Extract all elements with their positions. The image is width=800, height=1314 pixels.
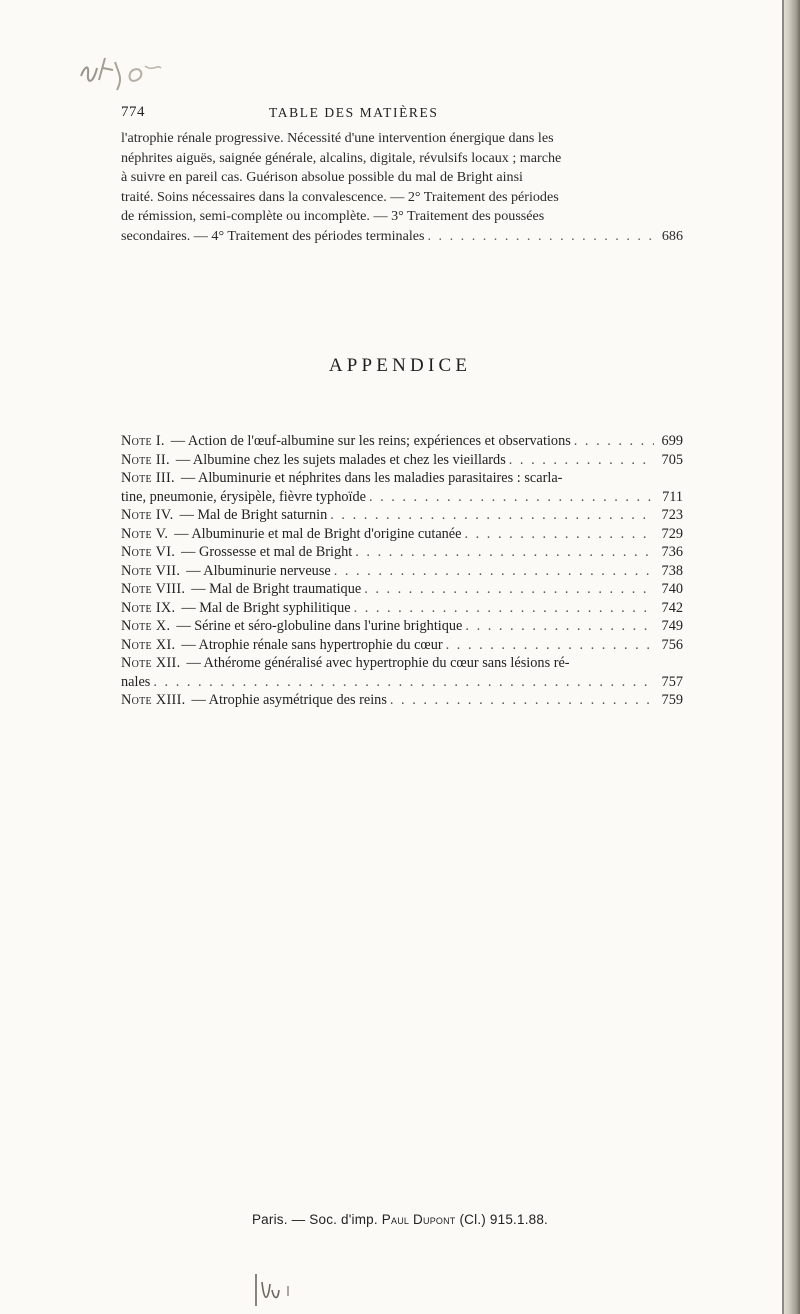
page-reference: 757 bbox=[661, 673, 683, 690]
leader-dots bbox=[364, 580, 654, 599]
note-title: — Atrophie asymétrique des reins bbox=[191, 692, 387, 708]
page-reference: 699 bbox=[661, 433, 683, 449]
imprint-suffix: (Cl.) 915.1.88. bbox=[459, 1212, 549, 1227]
leader-dots bbox=[355, 543, 654, 562]
toc-entry bbox=[121, 691, 683, 710]
note-label: Note II. bbox=[121, 451, 170, 468]
leader-dots bbox=[509, 451, 654, 470]
leader-dots bbox=[465, 525, 655, 544]
intro-line: à suivre en pareil cas. Guérison absolue possible du mal de Bright ainsi bbox=[121, 169, 523, 186]
page-reference: 742 bbox=[661, 599, 683, 616]
toc-entry bbox=[121, 562, 683, 581]
intro-line: traité. Soins nécessaires dans la convalescence. — 2° Traitement des périodes bbox=[121, 188, 559, 205]
toc-entry bbox=[121, 636, 683, 655]
leader-dots bbox=[354, 599, 654, 618]
leader-dots bbox=[465, 617, 654, 636]
page-number: 774 bbox=[121, 104, 145, 120]
page-reference: 759 bbox=[661, 692, 683, 708]
intro-last-line bbox=[121, 227, 683, 247]
running-header bbox=[0, 104, 780, 128]
note-title: — Albuminurie nerveuse bbox=[186, 562, 331, 579]
leader-dots bbox=[153, 673, 654, 692]
toc-entry bbox=[121, 506, 683, 525]
page-reference: 749 bbox=[661, 618, 683, 634]
note-label: Note III. bbox=[121, 470, 175, 486]
toc-entry-continuation bbox=[121, 673, 683, 692]
toc-entry bbox=[121, 469, 683, 488]
note-label: Note XII. bbox=[121, 655, 181, 671]
note-title: — Sérine et séro-globuline dans l'urine brightique bbox=[176, 618, 463, 634]
leader-dots bbox=[428, 227, 655, 247]
page-reference: 705 bbox=[661, 451, 683, 468]
page-reference: 723 bbox=[661, 507, 683, 523]
intro-paragraph bbox=[121, 129, 683, 247]
note-title: — Mal de Bright syphilitique bbox=[181, 599, 351, 616]
toc-entry bbox=[121, 580, 683, 599]
note-label: Note IV. bbox=[121, 507, 174, 523]
note-title: — Albuminurie et mal de Bright d'origine cutanée bbox=[174, 525, 462, 542]
appendix-heading: APPENDICE bbox=[328, 355, 472, 376]
note-title: — Action de l'œuf-albumine sur les reins; expériences et observations bbox=[170, 433, 571, 449]
pencil-mark-bottom bbox=[252, 1272, 302, 1308]
toc-entry bbox=[121, 451, 683, 470]
note-label: Note XIII. bbox=[121, 692, 186, 708]
note-title: — Albumine chez les sujets malades et chez les vieillards bbox=[175, 451, 506, 468]
toc-entry bbox=[121, 617, 683, 636]
note-label: Note XI. bbox=[121, 636, 176, 653]
imprint-printer-name: Paul Dupont bbox=[381, 1212, 456, 1227]
note-label: Note IX. bbox=[121, 599, 176, 616]
toc-entry-continuation bbox=[121, 488, 683, 507]
toc-entry bbox=[121, 599, 683, 618]
toc-entry bbox=[121, 654, 683, 673]
page-reference: 756 bbox=[661, 636, 683, 653]
leader-dots bbox=[330, 506, 654, 525]
leader-dots bbox=[446, 636, 654, 655]
note-title-continuation: nales bbox=[121, 673, 151, 690]
note-title: — Athérome généralisé avec hypertrophie du cœur sans lésions ré- bbox=[186, 655, 570, 671]
note-label: Note VI. bbox=[121, 544, 176, 560]
leader-dots bbox=[369, 488, 654, 507]
page-reference: 740 bbox=[661, 581, 683, 597]
intro-line: secondaires. — 4° Traitement des périodes terminales bbox=[121, 227, 425, 244]
note-label: Note VII. bbox=[121, 562, 181, 579]
note-title-continuation: tine, pneumonie, érysipèle, fièvre typhoïde bbox=[121, 488, 366, 505]
page-reference: 686 bbox=[661, 227, 683, 244]
note-title: — Grossesse et mal de Bright bbox=[181, 544, 353, 560]
intro-line: l'atrophie rénale progressive. Nécessité d'une intervention énergique dans les bbox=[121, 130, 554, 146]
intro-line: néphrites aiguës, saignée générale, alcalins, digitale, révulsifs locaux ; marche bbox=[121, 149, 562, 166]
page-reference: 738 bbox=[661, 562, 683, 579]
note-title: — Mal de Bright saturnin bbox=[179, 507, 328, 523]
note-title: — Atrophie rénale sans hypertrophie du cœur bbox=[181, 636, 443, 653]
running-title: TABLE DES MATIÈRES bbox=[269, 105, 439, 120]
note-label: Note X. bbox=[121, 618, 171, 634]
imprint-prefix: Paris. — Soc. d'imp. bbox=[251, 1212, 378, 1227]
page-reference: 711 bbox=[662, 488, 683, 505]
leader-dots bbox=[390, 691, 654, 710]
leader-dots bbox=[574, 432, 654, 451]
printer-imprint bbox=[0, 1212, 800, 1227]
note-label: Note I. bbox=[121, 433, 165, 449]
pencil-annotation-mark bbox=[75, 44, 185, 96]
appendix-toc bbox=[121, 432, 683, 710]
toc-entry bbox=[121, 525, 683, 544]
toc-entry bbox=[121, 432, 683, 451]
intro-line: de rémission, semi-complète ou incomplète. — 3° Traitement des poussées bbox=[121, 208, 545, 225]
leader-dots bbox=[334, 562, 654, 581]
note-label: Note VIII. bbox=[121, 581, 186, 597]
toc-entry bbox=[121, 543, 683, 562]
note-title: — Mal de Bright traumatique bbox=[191, 581, 362, 597]
note-title: — Albuminurie et néphrites dans les maladies parasitaires : scarla- bbox=[180, 470, 563, 486]
note-label: Note V. bbox=[121, 525, 169, 542]
page-reference: 736 bbox=[661, 544, 683, 560]
page-edge-shadow bbox=[782, 0, 800, 1314]
page-reference: 729 bbox=[661, 525, 683, 542]
